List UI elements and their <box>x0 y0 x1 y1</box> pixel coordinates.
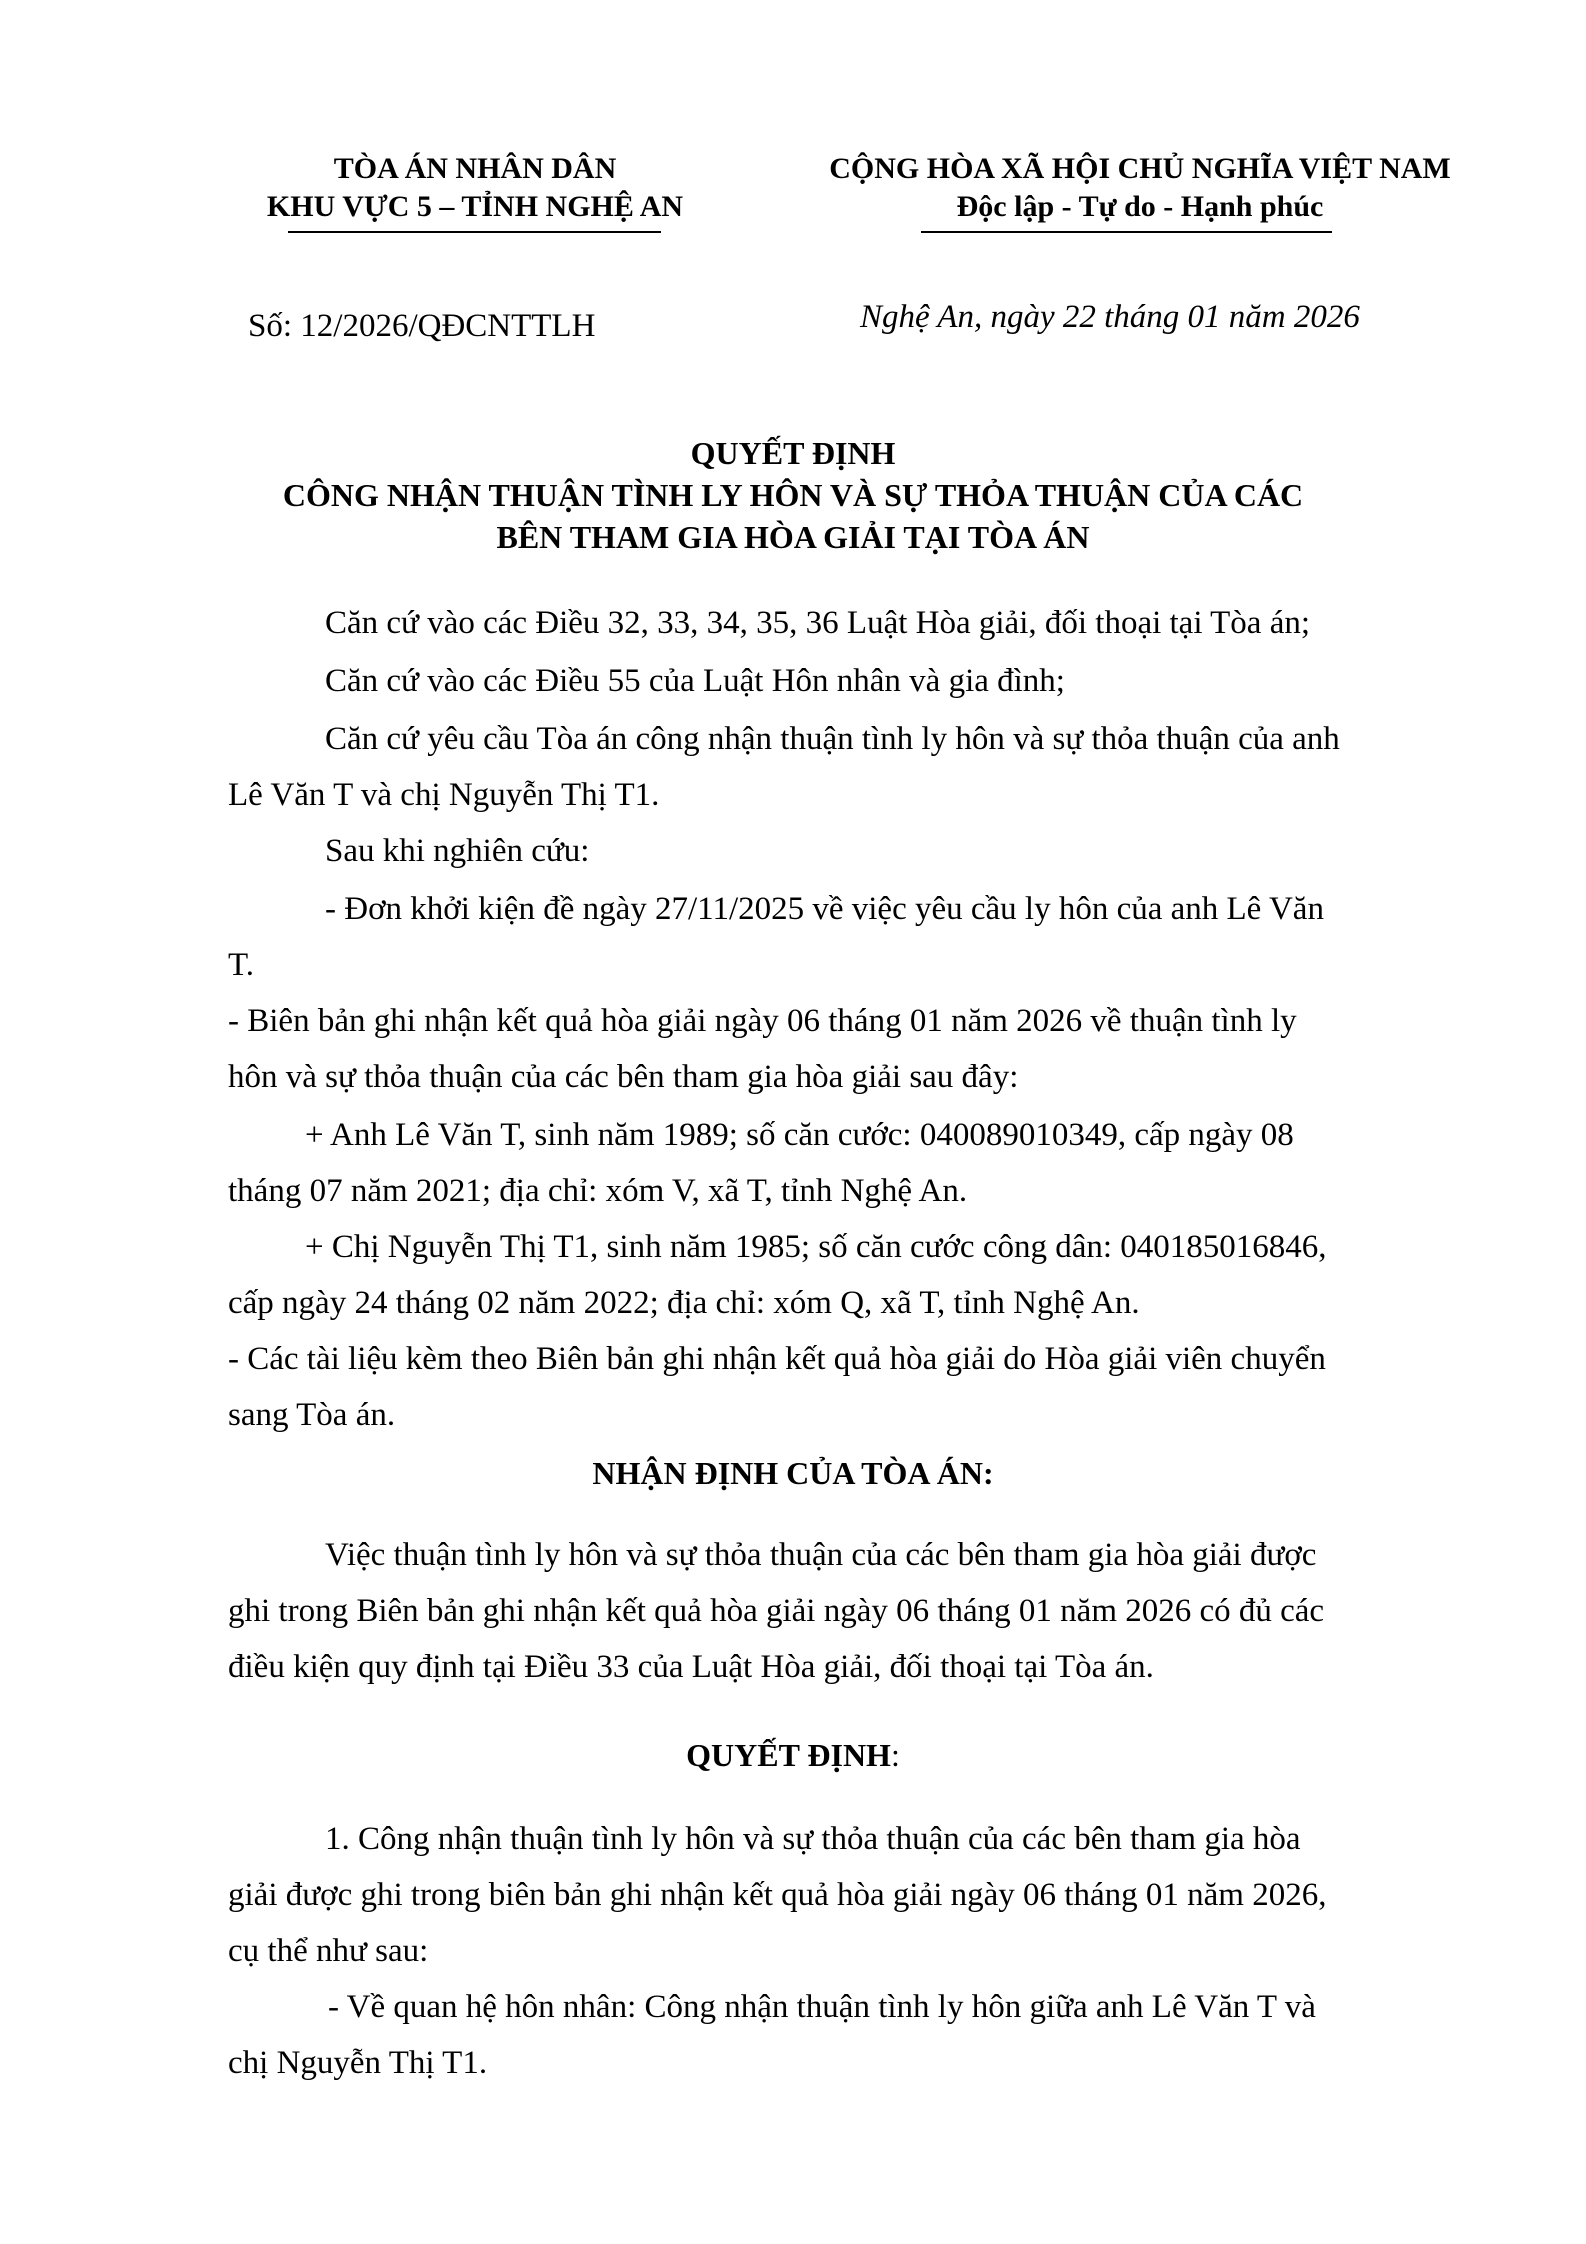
assessment-line-3: điều kiện quy định tại Điều 33 của Luật Hòa giải, đối thoại tại Tòa án. <box>228 1649 1154 1685</box>
document-subtitle-line1: CÔNG NHẬN THUẬN TÌNH LY HÔN VÀ SỰ THỎA THUẬN CỦA CÁC <box>282 477 1304 513</box>
assessment-line-2: ghi trong Biên bản ghi nhận kết quả hòa giải ngày 06 tháng 01 năm 2026 có đủ các <box>228 1593 1325 1629</box>
place-date: Nghệ An, ngày 22 tháng 01 năm 2026 <box>860 299 1360 335</box>
legal-basis-2: Căn cứ vào các Điều 55 của Luật Hôn nhân và gia đình; <box>325 663 1065 699</box>
national-motto: Độc lập - Tự do - Hạnh phúc <box>956 190 1324 223</box>
party-wife: + Chị Nguyễn Thị T1, sinh năm 1985; số căn cước công dân: 040185016846, <box>305 1229 1327 1265</box>
decision-heading-colon: : <box>890 1737 900 1773</box>
review-item-petition-cont: T. <box>228 947 254 983</box>
decision-line-1: 1. Công nhận thuận tình ly hôn và sự thỏa thuận của các bên tham gia hòa <box>325 1821 1301 1857</box>
left-header-divider <box>288 231 661 233</box>
assessment-heading: NHẬN ĐỊNH CỦA TÒA ÁN: <box>592 1455 994 1491</box>
document-title: QUYẾT ĐỊNH <box>690 435 896 471</box>
review-intro: Sau khi nghiên cứu: <box>325 833 590 869</box>
assessment-line-1: Việc thuận tình ly hôn và sự thỏa thuận của các bên tham gia hòa giải được <box>325 1537 1317 1573</box>
decision-marriage-line-2: chị Nguyễn Thị T1. <box>228 2045 488 2081</box>
review-item-attachments-cont: sang Tòa án. <box>228 1397 396 1433</box>
legal-basis-3: Căn cứ yêu cầu Tòa án công nhận thuận tình ly hôn và sự thỏa thuận của anh <box>325 721 1340 757</box>
court-district: KHU VỰC 5 – TỈNH NGHỆ AN <box>266 190 684 223</box>
decision-marriage-line-1: - Về quan hệ hôn nhân: Công nhận thuận tình ly hôn giữa anh Lê Văn T và <box>328 1989 1316 2025</box>
review-item-petition: - Đơn khởi kiện đề ngày 27/11/2025 về việc yêu cầu ly hôn của anh Lê Văn <box>325 891 1324 927</box>
decision-line-2: giải được ghi trong biên bản ghi nhận kết quả hòa giải ngày 06 tháng 01 năm 2026, <box>228 1877 1327 1913</box>
party-husband: + Anh Lê Văn T, sinh năm 1989; số căn cước: 040089010349, cấp ngày 08 <box>305 1117 1294 1153</box>
review-item-minutes: - Biên bản ghi nhận kết quả hòa giải ngày 06 tháng 01 năm 2026 về thuận tình ly <box>228 1003 1297 1039</box>
decision-line-3: cụ thể như sau: <box>228 1933 429 1969</box>
court-name: TÒA ÁN NHÂN DÂN <box>333 152 617 185</box>
decision-heading <box>0 1734 1586 1776</box>
decision-heading-text: QUYẾT ĐỊNH <box>686 1737 891 1773</box>
right-header-divider <box>921 231 1332 233</box>
legal-basis-1: Căn cứ vào các Điều 32, 33, 34, 35, 36 Luật Hòa giải, đối thoại tại Tòa án; <box>325 605 1311 641</box>
review-item-minutes-cont: hôn và sự thỏa thuận của các bên tham gia hòa giải sau đây: <box>228 1059 1019 1095</box>
review-item-attachments: - Các tài liệu kèm theo Biên bản ghi nhận kết quả hòa giải do Hòa giải viên chuyển <box>228 1341 1326 1377</box>
document-subtitle-line2: BÊN THAM GIA HÒA GIẢI TẠI TÒA ÁN <box>496 519 1090 555</box>
national-title: CỘNG HÒA XÃ HỘI CHỦ NGHĨA VIỆT NAM <box>829 152 1451 185</box>
party-wife-cont: cấp ngày 24 tháng 02 năm 2022; địa chỉ: xóm Q, xã T, tỉnh Nghệ An. <box>228 1285 1140 1321</box>
legal-basis-3-cont: Lê Văn T và chị Nguyễn Thị T1. <box>228 777 660 813</box>
party-husband-cont: tháng 07 năm 2021; địa chỉ: xóm V, xã T, tỉnh Nghệ An. <box>228 1173 968 1209</box>
document-number: Số: 12/2026/QĐCNTTLH <box>248 308 596 344</box>
